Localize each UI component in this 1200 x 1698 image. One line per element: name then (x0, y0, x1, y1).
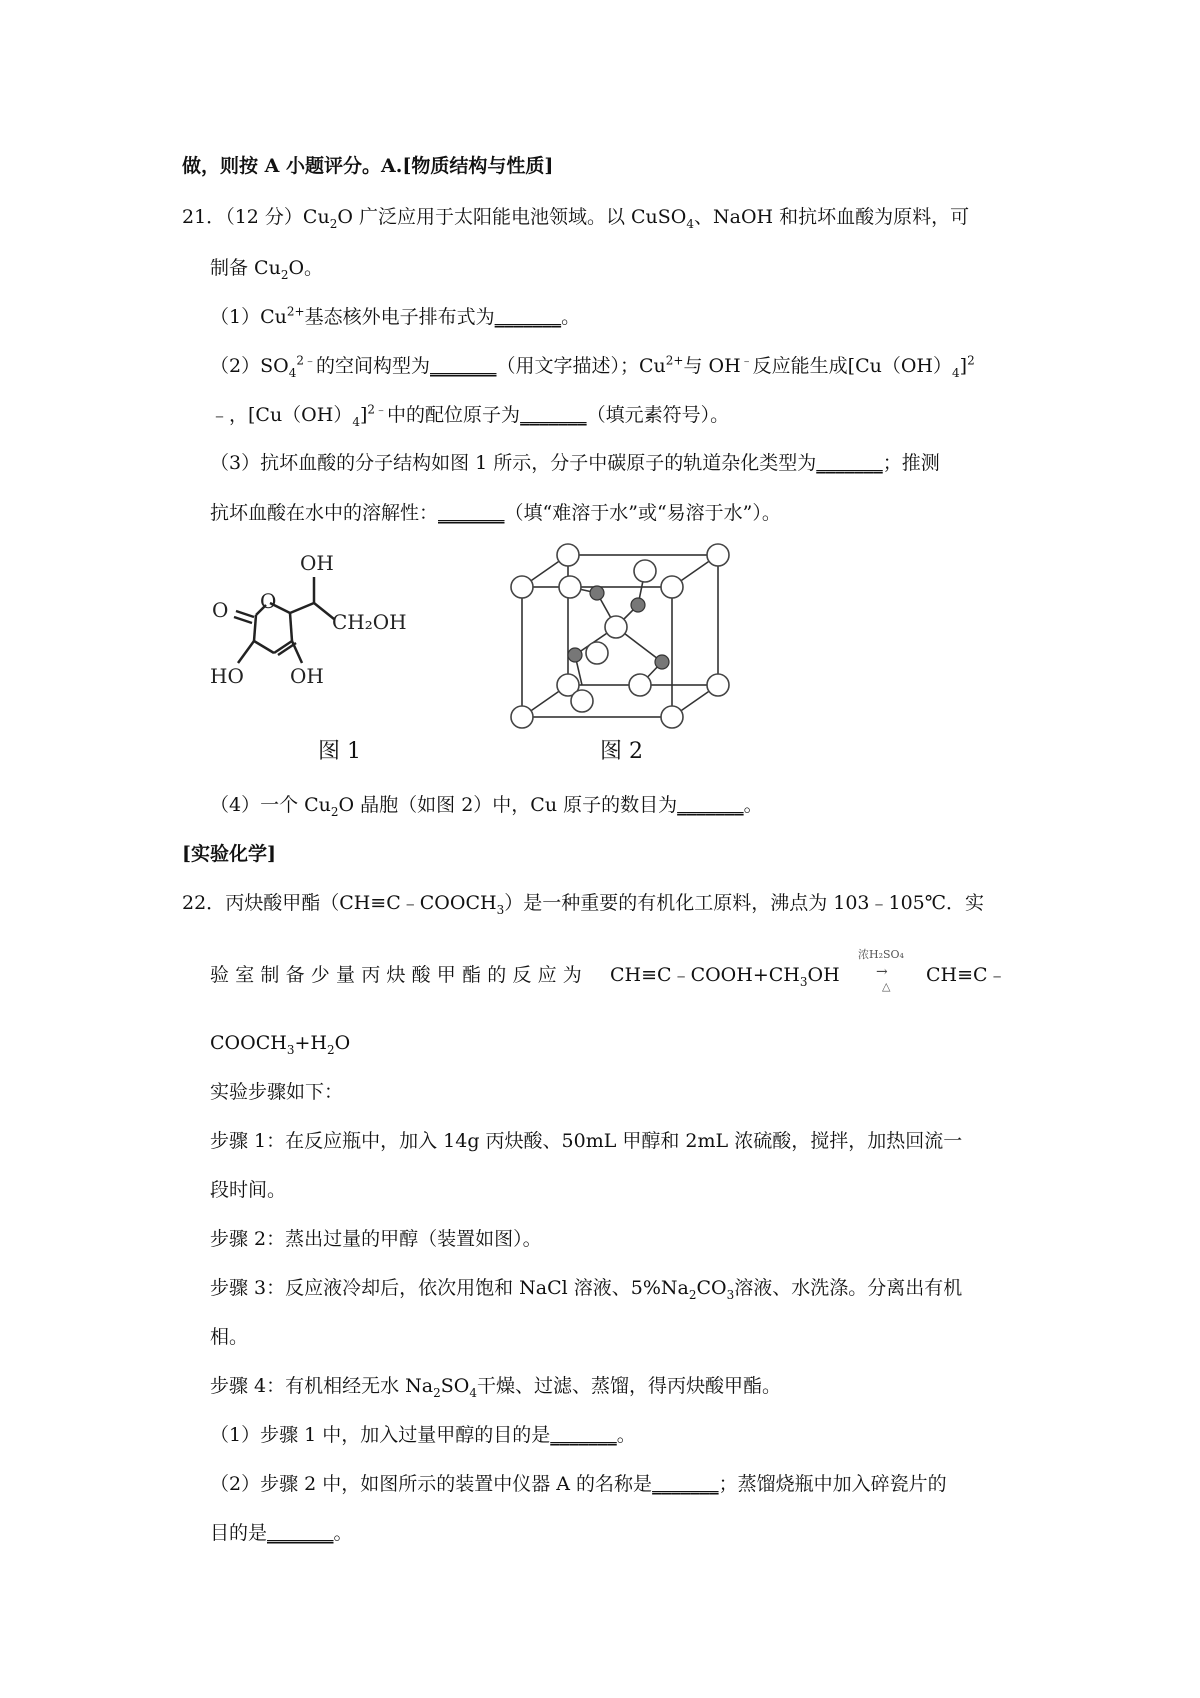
q22-text: O (334, 1032, 351, 1054)
q21-text: （用文字描述）；Cu (496, 355, 666, 377)
o-atom (661, 576, 683, 598)
bond (236, 611, 254, 617)
answer-blank[interactable]: _______ (816, 452, 883, 474)
reaction-condition: 浓H₂SO₄ (858, 948, 904, 961)
q21-part1 (210, 304, 580, 330)
q22-text: 丙炔酸甲酯（CH≡C﹣COOCH (225, 892, 497, 914)
bond (290, 613, 292, 641)
q22-text: ）是一种重要的有机化工原料，沸点为 103﹣105℃．实 (504, 892, 985, 914)
q22-text: 溶液、水洗涤。分离出有机 (734, 1277, 963, 1299)
q22-text: 步骤 4：有机相经无水 Na (210, 1375, 434, 1397)
bond (254, 641, 274, 653)
q22-text: OH (807, 964, 840, 986)
q22-text: +H (294, 1032, 327, 1054)
reaction-product-line2 (210, 1030, 350, 1056)
q21-text: 抗坏血酸在水中的溶解性： (210, 502, 439, 524)
o-atom (586, 642, 608, 664)
answer-blank[interactable]: _______ (677, 794, 744, 816)
superscript: 2+ (286, 304, 305, 319)
subscript: 3 (799, 974, 808, 989)
step-4 (210, 1373, 781, 1399)
answer-blank[interactable]: _______ (267, 1522, 334, 1544)
reaction-arrow-icon: → (876, 964, 888, 980)
q22-text: CH≡C﹣COOH+CH (610, 964, 800, 986)
q21-text: 中的配位原子为 (387, 404, 521, 426)
q22-text: 干燥、过滤、蒸馏，得丙炔酸甲酯。 (477, 1375, 782, 1397)
q21-text: ；推测 (882, 452, 940, 474)
q21-text: ] (959, 355, 968, 377)
o-atom (559, 576, 581, 598)
q21-part3-line2 (210, 500, 781, 526)
q22-part1 (210, 1422, 636, 1448)
o-atom (634, 560, 656, 582)
q22-text: 验室制备少量丙炔酸甲酯的反应为 (210, 964, 589, 986)
q21-text: O 晶胞（如图 2）中，Cu 原子的数目为 (338, 794, 678, 816)
subscript: 2 (326, 1042, 335, 1057)
q21-text: （填“难溶于水”或“易溶于水”）。 (504, 502, 781, 524)
q22-text: CO (696, 1277, 727, 1299)
subscript: 2 (330, 804, 339, 819)
q22-text: CH≡C﹣ (926, 964, 1007, 986)
subscript: 4 (469, 1385, 477, 1400)
o-atom (557, 544, 579, 566)
cu-atom (631, 598, 645, 612)
heat-symbol: △ (882, 980, 891, 993)
superscript: ﹣ (740, 353, 753, 368)
cu-atom (590, 586, 604, 600)
q21-part3 (210, 450, 940, 476)
q22-part2 (210, 1471, 947, 1497)
section-title: [实验化学] (182, 843, 276, 865)
q21-text: 。 (743, 794, 763, 816)
answer-blank[interactable]: _______ (550, 1424, 617, 1446)
q21-part2 (210, 353, 975, 379)
q21-intro-line2 (210, 255, 323, 281)
o-atom (511, 576, 533, 598)
q22-text: 。 (616, 1424, 636, 1446)
cu-atom (568, 648, 582, 662)
section-title: A.[物质结构与性质] (381, 155, 554, 177)
reaction-product (926, 962, 1007, 988)
reaction-reactants (610, 962, 840, 988)
bond (290, 603, 314, 613)
q21-text: 、NaOH 和抗坏血酸为原料，可 (694, 206, 970, 228)
q21-text: 制备 Cu (210, 257, 281, 279)
q21-text: （4）一个 Cu (210, 794, 331, 816)
q21-text: 基态核外电子排布式为 (304, 306, 495, 328)
steps-title: 实验步骤如下： (210, 1081, 344, 1103)
q22-text: （2）步骤 2 中，如图所示的装置中仪器 A 的名称是 (210, 1473, 653, 1495)
subscript: 3 (286, 1042, 295, 1057)
q21-text: ] (359, 404, 368, 426)
q22-text: 步骤 3：反应液冷却后，依次用饱和 NaCl 溶液、5%Na (210, 1277, 689, 1299)
subscript: 4 (288, 365, 297, 380)
superscript: 2﹣ (296, 353, 316, 368)
q22-text: 目的是 (210, 1522, 268, 1544)
q21-intro (182, 204, 969, 230)
o-atom (605, 616, 627, 638)
subscript: 2 (688, 1287, 697, 1302)
q21-text: （填元素符号）。 (586, 404, 730, 426)
q22-text: ；蒸馏烧瓶中加入碎瓷片的 (718, 1473, 947, 1495)
q22-intro (182, 890, 984, 916)
q21-part2-line2 (210, 402, 729, 428)
subscript: 3 (726, 1287, 735, 1302)
answer-blank[interactable]: _______ (494, 306, 562, 328)
q22-text: SO (440, 1375, 470, 1397)
bond (238, 641, 254, 663)
cu2o-unit-cell-figure (500, 535, 740, 730)
q21-text: O 广泛应用于太阳能电池领域。以 CuSO (337, 206, 687, 228)
o-ring-label: O (260, 589, 277, 613)
answer-blank[interactable]: _______ (652, 1473, 719, 1495)
subscript: 4 (352, 414, 360, 429)
oh-label: OH (290, 664, 324, 688)
q21-text: 的空间构型为 (315, 355, 430, 377)
question-number: 21． (182, 206, 226, 228)
o-atom (511, 706, 533, 728)
q21-text: 。 (561, 306, 581, 328)
q22-reaction-line (210, 962, 588, 988)
step-1-cont: 段时间。 (210, 1179, 287, 1201)
bond (234, 617, 252, 623)
superscript: 2﹣ (367, 402, 388, 417)
step-1: 步骤 1：在反应瓶中，加入 14g 丙炔酸、50mL 甲醇和 2mL 浓硫酸，搅拌，加热回流一 (210, 1130, 963, 1152)
bond (314, 603, 334, 619)
q22-text: 。 (333, 1522, 353, 1544)
step-3 (210, 1275, 962, 1301)
o-atom (629, 674, 651, 696)
subscript: 4 (686, 216, 694, 231)
ascorbic-acid-structure-figure (210, 545, 460, 710)
cu-atom (655, 655, 669, 669)
q21-part4 (210, 792, 763, 818)
superscript: 2 (967, 353, 975, 368)
bond (292, 641, 302, 663)
q21-text: 与 OH (683, 355, 741, 377)
subscript: 2 (329, 216, 338, 231)
step-2: 步骤 2：蒸出过量的甲醇（装置如图）。 (210, 1228, 542, 1250)
q21-text: （12 分）Cu (225, 206, 330, 228)
o-atom (707, 674, 729, 696)
answer-blank[interactable]: _______ (520, 404, 587, 426)
answer-blank[interactable]: _______ (429, 355, 497, 377)
subscript: 4 (952, 365, 960, 380)
q22-text: （1）步骤 1 中，加入过量甲醇的目的是 (210, 1424, 551, 1446)
q22-part2-line2 (210, 1520, 353, 1546)
question-number: 22． (182, 892, 226, 914)
o-atom (661, 706, 683, 728)
subscript: 2 (280, 267, 289, 282)
q21-text: 反应能生成[Cu（OH） (752, 355, 953, 377)
step-3-cont: 相。 (210, 1326, 249, 1348)
oh-label: OH (300, 551, 334, 575)
subscript: 2 (433, 1385, 441, 1400)
note-text: A (264, 155, 280, 177)
o-carbonyl-label: O (212, 598, 229, 622)
superscript: 2+ (665, 353, 684, 368)
figure-2-caption: 图 2 (600, 739, 643, 764)
q21-text: （2）SO (210, 355, 289, 377)
subscript: 3 (496, 902, 505, 917)
q21-text: O。 (288, 257, 324, 279)
ch2oh-label: CH₂OH (332, 610, 407, 634)
scoring-note (182, 153, 553, 179)
ho-label: HO (210, 664, 244, 688)
o-atom (707, 544, 729, 566)
q21-text: ﹣，[Cu（OH） (210, 404, 353, 426)
q22-text: COOCH (210, 1032, 287, 1054)
note-text: 小题评分。 (279, 155, 381, 177)
q21-text: （1）Cu (210, 306, 287, 328)
o-atom (571, 690, 593, 712)
figure-1-caption: 图 1 (318, 739, 361, 764)
q21-text: （3）抗坏血酸的分子结构如图 1 所示，分子中碳原子的轨道杂化类型为 (210, 452, 817, 474)
answer-blank[interactable]: _______ (438, 502, 505, 524)
note-text: 做，则按 (182, 155, 265, 177)
bond (254, 615, 256, 641)
